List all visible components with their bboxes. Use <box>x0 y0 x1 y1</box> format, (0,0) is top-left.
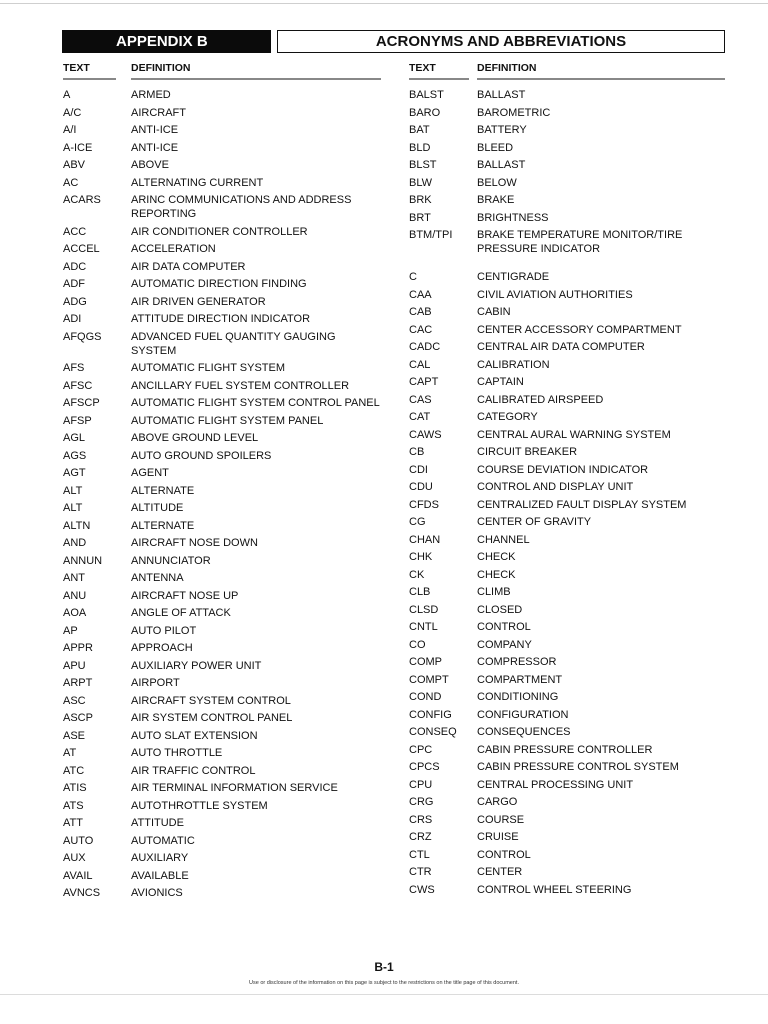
acronym-definition: ANNUNCIATOR <box>131 554 211 567</box>
text-column-header: TEXT <box>63 62 90 74</box>
acronym-text: A <box>63 89 71 101</box>
acronym-row <box>409 480 725 494</box>
acronym-text: ASC <box>63 694 86 707</box>
left-column <box>63 62 381 904</box>
acronym-definition: COMPANY <box>477 638 532 651</box>
acronym-row <box>63 694 381 708</box>
acronym-definition: CHANNEL <box>477 533 530 546</box>
acronym-definition: CABIN <box>477 306 511 318</box>
acronym-definition: CIRCUIT BREAKER <box>477 446 578 458</box>
acronym-row <box>409 323 725 337</box>
acronym-text: ALTN <box>63 519 91 532</box>
acronym-row <box>409 375 725 389</box>
acronym-text: CK <box>409 568 425 581</box>
acronym-definition: BELOW <box>477 176 517 189</box>
acronym-text: CFDS <box>409 498 439 511</box>
acronym-definition: AUTO THROTTLE <box>131 747 223 759</box>
acronym-definition: CRUISE <box>477 831 519 843</box>
acronym-definition: ACCELERATION <box>131 243 216 255</box>
acronym-row <box>409 340 725 354</box>
acronym-text: AVAIL <box>63 869 93 882</box>
acronym-text: ACCEL <box>63 243 100 255</box>
acronym-row <box>63 519 381 533</box>
acronym-row <box>409 305 725 319</box>
acronym-definition: BLEED <box>477 141 514 154</box>
acronym-definition: AUXILIARY POWER UNIT <box>131 659 262 672</box>
acronym-row <box>409 463 725 477</box>
acronym-row <box>409 393 725 407</box>
acronym-row <box>63 379 381 393</box>
acronym-row <box>63 361 381 375</box>
right-column-header <box>409 62 725 78</box>
acronym-row <box>409 708 725 722</box>
acronym-text: AFSP <box>63 414 92 427</box>
acronym-row <box>409 515 725 529</box>
definition-column-header: DEFINITION <box>477 62 537 74</box>
acronym-text: AGT <box>63 467 86 479</box>
acronym-row <box>409 673 725 687</box>
acronym-text: ADG <box>63 295 87 308</box>
acronym-row <box>409 603 725 617</box>
acronym-definition: BALLAST <box>477 89 526 101</box>
acronym-definition: CHECK <box>477 568 516 581</box>
acronym-text: CONFIG <box>409 708 452 721</box>
acronym-row <box>63 260 381 274</box>
acronym-definition: CABIN PRESSURE CONTROLLER <box>477 743 653 756</box>
acronym-definition: ABOVE GROUND LEVEL <box>131 432 259 444</box>
acronym-text: ASCP <box>63 712 93 724</box>
acronym-text: BLD <box>409 141 431 154</box>
acronym-text: ADI <box>63 313 82 325</box>
acronym-text: BARO <box>409 106 441 119</box>
acronym-text: CLSD <box>409 603 439 616</box>
acronym-row <box>63 676 381 690</box>
acronym-text: AVNCS <box>63 887 101 899</box>
acronym-row <box>63 746 381 760</box>
acronym-definition: BRIGHTNESS <box>477 211 549 224</box>
acronym-text: AP <box>63 624 78 637</box>
acronym-text: A/I <box>63 124 77 136</box>
acronym-text: AFQGS <box>63 330 102 343</box>
acronym-definition: ALTERNATE <box>131 519 195 532</box>
left-column-header <box>63 62 381 78</box>
acronym-row <box>409 106 725 120</box>
acronym-row <box>63 834 381 848</box>
acronym-definition: AIRCRAFT NOSE UP <box>131 589 239 602</box>
acronym-row <box>409 725 725 739</box>
acronym-row <box>409 358 725 372</box>
acronym-text: CB <box>409 446 425 458</box>
page-number: B-1 <box>374 960 394 974</box>
acronym-definition: CHECK <box>477 551 516 563</box>
acronym-row <box>409 270 725 284</box>
acronym-row <box>409 176 725 190</box>
acronym-text: ALT <box>63 502 83 514</box>
acronym-text: AUX <box>63 852 86 864</box>
acronym-definition: CONSEQUENCES <box>477 726 571 738</box>
acronym-row <box>409 211 725 225</box>
acronym-text: CPCS <box>409 761 440 773</box>
acronym-definition: AIR TERMINAL INFORMATION SERVICE <box>131 782 338 794</box>
acronym-text: BLST <box>409 159 437 171</box>
acronym-text: ATIS <box>63 782 87 794</box>
acronym-definition: ANTENNA <box>131 572 184 584</box>
acronym-text: CG <box>409 516 426 528</box>
page-title: ACRONYMS AND ABBREVIATIONS <box>277 30 725 53</box>
acronym-row <box>409 498 725 512</box>
acronym-row <box>409 123 725 137</box>
acronym-definition: AIRCRAFT SYSTEM CONTROL <box>131 694 291 707</box>
acronym-row <box>409 865 725 879</box>
acronym-text: CPC <box>409 743 433 756</box>
acronym-definition: ADVANCED FUEL QUANTITY GAUGING SYSTEM <box>131 330 336 357</box>
acronym-text: CAA <box>409 288 432 301</box>
acronym-text: A/C <box>63 106 82 119</box>
acronym-definition: COURSE DEVIATION INDICATOR <box>477 463 649 476</box>
acronym-definition: APPROACH <box>131 642 193 654</box>
acronym-row <box>63 158 381 172</box>
acronym-definition: CAPTAIN <box>477 376 524 388</box>
text-column-header: TEXT <box>409 62 436 74</box>
acronym-definition: AUTO GROUND SPOILERS <box>131 449 272 462</box>
acronym-row <box>409 410 725 424</box>
acronym-definition: CENTER OF GRAVITY <box>477 516 592 528</box>
acronym-text: CNTL <box>409 621 438 633</box>
acronym-definition: CLIMB <box>477 586 511 598</box>
acronym-text: BAT <box>409 124 430 136</box>
acronym-text: ACC <box>63 225 87 238</box>
acronym-definition: ANCILLARY FUEL SYSTEM CONTROLLER <box>131 379 350 392</box>
acronym-text: CWS <box>409 883 435 896</box>
acronym-row <box>63 176 381 190</box>
acronym-text: CDU <box>409 481 433 493</box>
acronym-row <box>409 550 725 564</box>
left-acronym-list <box>63 88 381 900</box>
acronym-definition: AUTOMATIC FLIGHT SYSTEM CONTROL PANEL <box>131 397 380 409</box>
acronym-text: CHK <box>409 551 433 563</box>
acronym-definition: ARMED <box>131 89 171 101</box>
acronym-text: C <box>409 271 417 283</box>
acronym-definition: CARGO <box>477 796 518 808</box>
acronym-definition: ABOVE <box>131 159 169 171</box>
acronym-text: CONSEQ <box>409 726 457 738</box>
acronym-text: A-ICE <box>63 141 93 154</box>
acronym-text: AC <box>63 176 79 189</box>
acronym-definition: CABIN PRESSURE CONTROL SYSTEM <box>477 761 679 773</box>
top-rule <box>0 3 768 4</box>
acronym-row <box>63 869 381 883</box>
acronym-text: CRG <box>409 796 434 808</box>
acronym-definition: ALTERNATING CURRENT <box>131 176 264 189</box>
acronym-definition: AUTOMATIC FLIGHT SYSTEM PANEL <box>131 414 324 427</box>
acronym-text: APU <box>63 659 86 672</box>
acronym-text: COMPT <box>409 673 449 686</box>
acronym-row <box>63 589 381 603</box>
acronym-row <box>409 690 725 704</box>
acronym-row <box>409 760 725 774</box>
right-column <box>409 62 725 900</box>
acronym-row <box>409 288 725 302</box>
acronym-definition: ATTITUDE <box>131 817 184 829</box>
acronym-row <box>409 795 725 809</box>
acronym-definition: CENTER <box>477 866 523 878</box>
acronym-row <box>409 638 725 652</box>
acronym-definition: CIVIL AVIATION AUTHORITIES <box>477 288 633 301</box>
acronym-row <box>409 883 725 897</box>
acronym-definition: CLOSED <box>477 603 523 616</box>
acronym-text: ATC <box>63 764 85 777</box>
acronym-text: CRS <box>409 813 433 826</box>
acronym-row <box>63 330 381 358</box>
acronym-definition: AUTOMATIC DIRECTION FINDING <box>131 278 307 290</box>
acronym-row <box>63 851 381 865</box>
acronym-row <box>63 88 381 102</box>
acronym-definition: ANGLE OF ATTACK <box>131 607 231 619</box>
acronym-row <box>63 571 381 585</box>
acronym-definition: ALTERNATE <box>131 484 195 497</box>
acronym-definition: AUTO SLAT EXTENSION <box>131 729 258 742</box>
acronym-definition: AUTOTHROTTLE SYSTEM <box>131 799 268 812</box>
acronym-text: CAPT <box>409 376 439 388</box>
acronym-definition: AUTOMATIC <box>131 834 195 847</box>
acronym-text: AND <box>63 537 87 549</box>
acronym-definition: CALIBRATED AIRSPEED <box>477 393 604 406</box>
acronym-definition: BATTERY <box>477 124 527 136</box>
acronym-definition: AVAILABLE <box>131 869 189 882</box>
acronym-definition: AGENT <box>131 467 169 479</box>
acronym-definition: AIR DRIVEN GENERATOR <box>131 295 266 308</box>
acronym-definition: AUTOMATIC FLIGHT SYSTEM <box>131 362 286 374</box>
acronym-row <box>63 414 381 428</box>
acronym-definition: AIRCRAFT NOSE DOWN <box>131 537 258 549</box>
acronym-row <box>409 655 725 669</box>
acronym-text: CLB <box>409 586 431 598</box>
acronym-definition: CENTRALIZED FAULT DISPLAY SYSTEM <box>477 498 687 511</box>
acronym-row <box>409 620 725 634</box>
acronym-row <box>409 778 725 792</box>
acronym-definition: CONDITIONING <box>477 691 559 703</box>
acronym-row <box>63 106 381 120</box>
acronym-row <box>63 641 381 655</box>
acronym-row <box>63 606 381 620</box>
acronym-text: CHAN <box>409 533 441 546</box>
acronym-text: AOA <box>63 607 87 619</box>
acronym-row <box>63 466 381 480</box>
acronym-text: ATS <box>63 799 84 812</box>
acronym-text: COND <box>409 691 442 703</box>
acronym-text: CPU <box>409 778 433 791</box>
acronym-text: ARPT <box>63 677 93 689</box>
restriction-notice: Use or disclosure of the information on this page is subject to the restrictions on the title page of this document. <box>249 980 519 986</box>
acronym-definition: CENTRAL PROCESSING UNIT <box>477 778 634 791</box>
acronym-text: CTR <box>409 866 432 878</box>
acronym-row <box>409 193 725 207</box>
acronym-text: ANNUN <box>63 554 103 567</box>
acronym-text: AT <box>63 747 77 759</box>
acronym-row <box>409 158 725 172</box>
acronym-text: ABV <box>63 159 86 171</box>
acronym-row <box>63 729 381 743</box>
acronym-text: AGS <box>63 449 87 462</box>
acronym-row <box>63 295 381 309</box>
right-header-underline <box>409 78 725 80</box>
acronym-text: AFS <box>63 362 85 374</box>
acronym-definition: AVIONICS <box>131 887 183 899</box>
acronym-text: APPR <box>63 642 93 654</box>
acronym-text: CRZ <box>409 831 432 843</box>
acronym-definition: CALIBRATION <box>477 358 550 371</box>
acronym-row <box>409 445 725 459</box>
acronym-definition: ANTI-ICE <box>131 141 179 154</box>
acronym-definition: ATTITUDE DIRECTION INDICATOR <box>131 313 311 325</box>
acronym-text: CAWS <box>409 428 442 441</box>
acronym-text: CAT <box>409 411 431 423</box>
acronym-text: CAB <box>409 306 432 318</box>
acronym-row <box>409 585 725 599</box>
bottom-rule <box>0 994 768 995</box>
acronym-definition: COURSE <box>477 813 525 826</box>
acronym-row <box>409 88 725 102</box>
acronym-row <box>409 141 725 155</box>
acronym-row <box>63 141 381 155</box>
acronym-row <box>63 242 381 256</box>
acronym-row <box>63 659 381 673</box>
acronym-definition: ALTITUDE <box>131 502 184 514</box>
acronym-row <box>63 886 381 900</box>
acronym-text: ANT <box>63 572 85 584</box>
acronym-definition: AUTO PILOT <box>131 624 197 637</box>
definition-column-header: DEFINITION <box>131 62 191 74</box>
acronym-definition: AIR DATA COMPUTER <box>131 260 246 273</box>
acronym-text: AFSCP <box>63 397 100 409</box>
acronym-text: ACARS <box>63 194 101 206</box>
acronym-row <box>63 764 381 778</box>
acronym-row <box>63 781 381 795</box>
acronym-row <box>409 533 725 547</box>
acronym-definition: CENTER ACCESSORY COMPARTMENT <box>477 323 682 336</box>
acronym-row <box>63 123 381 137</box>
acronym-text: AUTO <box>63 834 94 847</box>
acronym-row <box>63 501 381 515</box>
acronym-definition: CENTRAL AURAL WARNING SYSTEM <box>477 428 671 441</box>
acronym-definition: CATEGORY <box>477 411 538 423</box>
acronym-definition: ARINC COMMUNICATIONS AND ADDRESS REPORTING <box>131 194 352 220</box>
acronym-definition: AIRPORT <box>131 677 180 689</box>
acronym-row <box>63 816 381 830</box>
acronym-text: ASE <box>63 729 86 742</box>
acronym-text: ATT <box>63 817 83 829</box>
acronym-row <box>409 830 725 844</box>
left-header-underline <box>63 78 381 80</box>
acronym-text: CAS <box>409 393 432 406</box>
acronym-text: CADC <box>409 341 441 353</box>
acronym-definition: BALLAST <box>477 159 526 171</box>
acronym-definition: CENTRAL AIR DATA COMPUTER <box>477 341 645 353</box>
acronym-text: AGL <box>63 432 86 444</box>
acronym-row <box>409 848 725 862</box>
acronym-text: BRT <box>409 211 431 224</box>
acronym-row <box>63 554 381 568</box>
acronym-row <box>409 568 725 582</box>
appendix-label: APPENDIX B <box>62 30 271 53</box>
acronym-definition: CONTROL WHEEL STEERING <box>477 883 632 896</box>
acronym-definition: CONTROL <box>477 848 531 861</box>
acronym-text: AFSC <box>63 379 93 392</box>
acronym-text: COMP <box>409 656 442 668</box>
acronym-row <box>409 813 725 827</box>
acronym-definition: AIR CONDITIONER CONTROLLER <box>131 225 308 238</box>
acronym-row <box>63 624 381 638</box>
acronym-row <box>63 193 381 221</box>
acronym-text: CAC <box>409 323 433 336</box>
acronym-text: BALST <box>409 89 444 101</box>
acronym-row <box>63 484 381 498</box>
acronym-text: CAL <box>409 358 431 371</box>
acronym-text: CO <box>409 638 426 651</box>
acronym-definition: BRAKE <box>477 194 515 206</box>
acronym-text: CDI <box>409 463 428 476</box>
acronym-definition: ANTI-ICE <box>131 124 179 136</box>
acronym-definition: CONTROL AND DISPLAY UNIT <box>477 481 634 493</box>
acronym-text: BTM/TPI <box>409 229 453 241</box>
acronym-definition: COMPRESSOR <box>477 656 557 668</box>
acronym-row <box>63 449 381 463</box>
acronym-text: BLW <box>409 176 433 189</box>
acronym-text: ANU <box>63 589 87 602</box>
acronym-row <box>63 431 381 445</box>
acronym-row <box>63 277 381 291</box>
acronym-definition: BRAKE TEMPERATURE MONITOR/TIRE PRESSURE INDICATOR <box>477 229 683 255</box>
acronym-row <box>63 536 381 550</box>
acronym-definition: BAROMETRIC <box>477 106 551 119</box>
acronym-definition: AIR TRAFFIC CONTROL <box>131 764 256 777</box>
acronym-definition: AIR SYSTEM CONTROL PANEL <box>131 712 293 724</box>
right-acronym-list <box>409 88 725 897</box>
acronym-row <box>409 228 725 256</box>
acronym-text: CTL <box>409 848 430 861</box>
acronym-text: ADF <box>63 278 85 290</box>
acronym-row <box>63 396 381 410</box>
acronym-definition: AIRCRAFT <box>131 106 186 119</box>
acronym-definition: AUXILIARY <box>131 852 189 864</box>
acronym-definition: CONTROL <box>477 621 531 633</box>
acronym-row <box>409 743 725 757</box>
acronym-text: ALT <box>63 484 83 497</box>
acronym-definition: COMPARTMENT <box>477 673 563 686</box>
acronym-definition: CONFIGURATION <box>477 708 569 721</box>
acronym-text: BRK <box>409 194 432 206</box>
acronym-row <box>63 799 381 813</box>
acronym-row <box>63 312 381 326</box>
acronym-row <box>409 428 725 442</box>
acronym-text: ADC <box>63 260 87 273</box>
acronym-definition: CENTIGRADE <box>477 271 550 283</box>
acronym-row <box>63 225 381 239</box>
acronym-row <box>63 711 381 725</box>
